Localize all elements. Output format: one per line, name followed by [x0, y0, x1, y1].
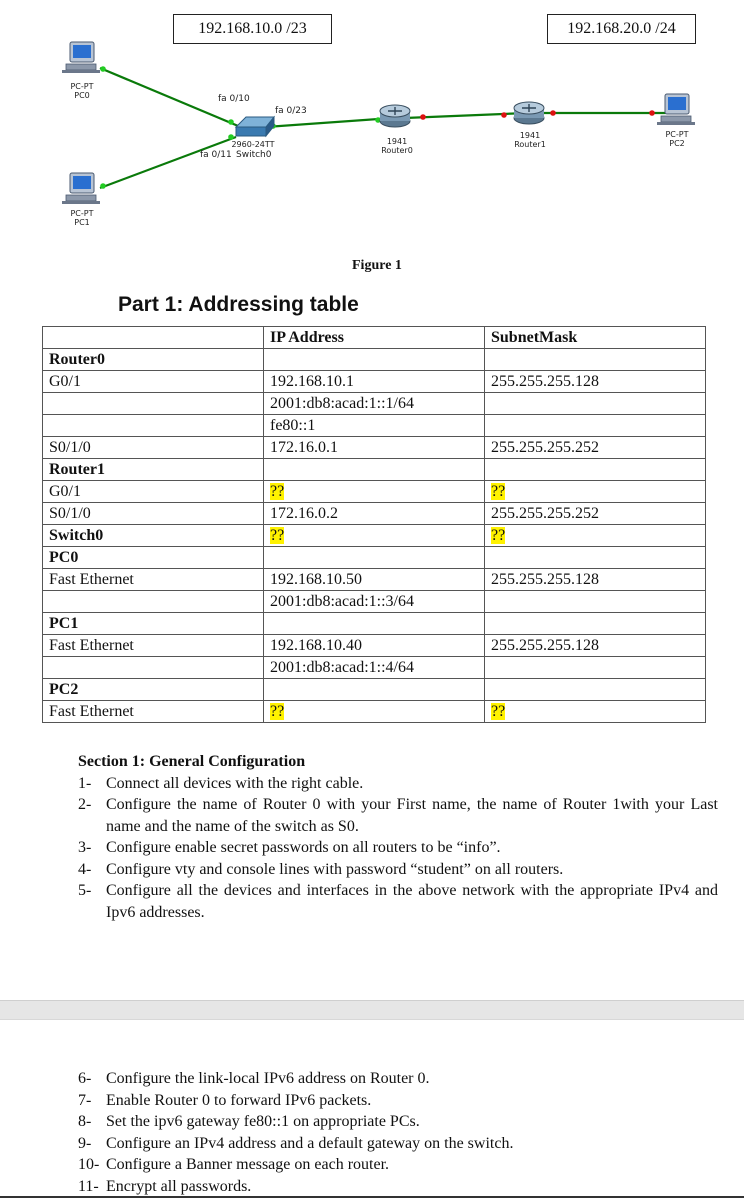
item-number: 7- [78, 1091, 92, 1109]
section-1-continued [78, 1068, 718, 1198]
subnet-mask-cell [485, 679, 706, 701]
table-row [43, 415, 706, 437]
network-label-lan1: 192.168.20.0 /24 [547, 14, 696, 44]
table-row [43, 679, 706, 701]
item-number: 6- [78, 1070, 92, 1087]
cell-value: ?? [270, 483, 285, 500]
subnet-mask-cell [485, 349, 706, 371]
router1-icon[interactable] [514, 102, 544, 124]
list-item [78, 1068, 718, 1090]
list-item [78, 773, 718, 795]
subnet-mask-cell [485, 481, 706, 503]
cell-value: S0/1/0 [49, 505, 91, 522]
figure-caption: Figure 1 [352, 258, 402, 273]
subnet-mask-cell [485, 547, 706, 569]
table-header-row [43, 327, 706, 349]
cell-value: Fast Ethernet [49, 571, 134, 588]
cell-value: Switch0 [49, 527, 104, 544]
table-row [43, 481, 706, 503]
table-row [43, 547, 706, 569]
item-number: 2- [78, 796, 92, 813]
item-number: 11- [78, 1177, 99, 1195]
item-text: Configure the name of Router 0 with your First name, the name of Router 1with your Last name and the name of the switch as S0. [106, 796, 718, 835]
bottom-rule [0, 1196, 744, 1198]
port-label-fa011: fa 0/11 [200, 150, 232, 160]
cell-value: 2001:db8:acad:1::3/64 [270, 593, 414, 610]
device-cell [43, 415, 264, 437]
device-cell [43, 349, 264, 371]
table-row [43, 503, 706, 525]
cell-value: 172.16.0.2 [270, 505, 338, 522]
item-text: Connect all devices with the right cable. [106, 774, 364, 792]
item-number: 9- [78, 1134, 92, 1152]
cell-value: Router1 [49, 461, 105, 478]
cell-value: PC0 [49, 549, 79, 566]
subnet-mask-cell [485, 437, 706, 459]
subnet-mask-cell [485, 503, 706, 525]
cell-value: 192.168.10.50 [270, 571, 362, 588]
ip-address-cell [264, 657, 485, 679]
router0-icon[interactable] [380, 105, 410, 127]
ip-address-cell [264, 679, 485, 701]
device-cell [43, 393, 264, 415]
device-cell [43, 591, 264, 613]
list-item [78, 794, 718, 837]
table-row [43, 459, 706, 481]
table-row [43, 635, 706, 657]
table-row [43, 701, 706, 723]
device-cell [43, 481, 264, 503]
pc1-label: PC-PT PC1 [70, 209, 94, 227]
subnet-mask-cell [485, 415, 706, 437]
device-cell [43, 503, 264, 525]
port-label-fa010: fa 0/10 [218, 94, 250, 104]
cell-value: 255.255.255.252 [491, 505, 599, 522]
router0-label: 1941 Router0 [381, 137, 413, 155]
table-row [43, 371, 706, 393]
subnet-mask-cell [485, 657, 706, 679]
addressing-table [42, 326, 706, 723]
cell-value: 255.255.255.128 [491, 571, 599, 588]
device-cell [43, 437, 264, 459]
item-text: Configure vty and console lines with password “student” on all routers. [106, 860, 564, 878]
device-cell [43, 613, 264, 635]
device-cell [43, 635, 264, 657]
port-indicators [100, 66, 655, 189]
table-row [43, 657, 706, 679]
links [100, 68, 667, 188]
device-cell [43, 547, 264, 569]
switch0-name-label: Switch0 [236, 150, 272, 160]
cell-value: G0/1 [49, 373, 81, 390]
cell-value: PC1 [49, 615, 79, 632]
device-cell [43, 679, 264, 701]
pc2-icon[interactable] [657, 94, 695, 125]
subnet-mask-cell [485, 459, 706, 481]
instruction-list-continued [78, 1068, 718, 1198]
item-text: Encrypt all passwords. [106, 1177, 252, 1195]
item-number: 5- [78, 882, 92, 899]
page-break-gap [0, 1000, 744, 1020]
item-text: Set the ipv6 gateway fe80::1 on appropriate PCs. [106, 1113, 420, 1131]
cell-value: 192.168.10.1 [270, 373, 354, 390]
item-text: Configure a Banner message on each router. [106, 1156, 390, 1174]
link-switch-router0 [266, 118, 392, 127]
port-label-fa023: fa 0/23 [275, 106, 307, 116]
instruction-list [78, 773, 718, 924]
ip-address-cell [264, 481, 485, 503]
section-title: Section 1: General Configuration [78, 753, 306, 770]
subnet-mask-cell [485, 569, 706, 591]
subnet-mask-cell [485, 371, 706, 393]
subnet-mask-cell [485, 613, 706, 635]
cell-value: ?? [491, 703, 506, 720]
cell-value: 255.255.255.252 [491, 439, 599, 456]
item-text: Configure the link-local IPv6 address on Router 0. [106, 1070, 430, 1087]
cell-value: 2001:db8:acad:1::4/64 [270, 659, 414, 676]
cell-value: ?? [270, 703, 285, 720]
link-pc1-switch [100, 137, 236, 188]
table-row [43, 437, 706, 459]
table-row [43, 525, 706, 547]
cell-value: ?? [491, 527, 506, 544]
ip-address-cell [264, 437, 485, 459]
topology-diagram [0, 0, 744, 250]
network-label-lan0: 192.168.10.0 /23 [173, 14, 332, 44]
item-number: 10- [78, 1156, 100, 1174]
item-number: 8- [78, 1113, 92, 1131]
list-item [78, 837, 718, 859]
ip-address-cell [264, 503, 485, 525]
list-item [78, 1090, 718, 1112]
device-cell [43, 459, 264, 481]
device-cell [43, 371, 264, 393]
list-item [78, 880, 718, 923]
switch0-model-label: 2960-24TT [231, 140, 275, 149]
cell-value: fe80::1 [270, 417, 316, 434]
switch0-icon[interactable] [236, 117, 274, 136]
item-text: Configure enable secret passwords on all routers to be “info”. [106, 839, 501, 856]
ip-address-cell [264, 591, 485, 613]
list-item [78, 1154, 718, 1176]
subnet-mask-cell [485, 525, 706, 547]
device-cell [43, 569, 264, 591]
cell-value: 255.255.255.128 [491, 373, 599, 390]
section-1 [78, 751, 718, 923]
ip-address-cell [264, 547, 485, 569]
cell-value: G0/1 [49, 483, 81, 500]
subnet-mask-cell [485, 591, 706, 613]
header-device [43, 327, 264, 349]
item-number: 1- [78, 774, 92, 792]
pc0-icon[interactable] [62, 42, 100, 73]
list-item [78, 1111, 718, 1133]
list-item [78, 859, 718, 881]
router1-label: 1941 Router1 [514, 131, 546, 149]
ip-address-cell [264, 393, 485, 415]
cell-value: Fast Ethernet [49, 637, 134, 654]
cell-value: ?? [270, 527, 285, 544]
item-number: 3- [78, 839, 92, 856]
ip-address-cell [264, 525, 485, 547]
subnet-mask-cell [485, 393, 706, 415]
item-text: Configure an IPv4 address and a default gateway on the switch. [106, 1134, 514, 1152]
cell-value: PC2 [49, 681, 79, 698]
part-title: Part 1: Addressing table [118, 293, 359, 316]
header-subnet-mask: SubnetMask [485, 327, 706, 349]
ip-address-cell [264, 349, 485, 371]
device-cell [43, 525, 264, 547]
device-cell [43, 657, 264, 679]
ip-address-cell [264, 701, 485, 723]
cell-value: 255.255.255.128 [491, 637, 599, 654]
ip-address-cell [264, 613, 485, 635]
ip-address-cell [264, 371, 485, 393]
cell-value: Router0 [49, 351, 105, 368]
cell-value: ?? [491, 483, 506, 500]
item-text: Enable Router 0 to forward IPv6 packets. [106, 1091, 372, 1109]
list-item [78, 1176, 718, 1198]
table-row [43, 349, 706, 371]
cell-value: 2001:db8:acad:1::1/64 [270, 395, 414, 412]
list-item [78, 1133, 718, 1155]
table-row [43, 569, 706, 591]
subnet-mask-cell [485, 635, 706, 657]
table-row [43, 591, 706, 613]
device-cell [43, 701, 264, 723]
item-number: 4- [78, 860, 92, 878]
ip-address-cell [264, 459, 485, 481]
cell-value: S0/1/0 [49, 439, 91, 456]
item-text: Configure all the devices and interfaces in the above network with the appropriate IPv4 and Ipv6 addresses. [106, 882, 718, 921]
ip-address-cell [264, 415, 485, 437]
cell-value: 172.16.0.1 [270, 439, 338, 456]
ip-address-cell [264, 635, 485, 657]
subnet-mask-cell [485, 701, 706, 723]
ip-address-cell [264, 569, 485, 591]
pc1-icon[interactable] [62, 173, 100, 204]
table-row [43, 613, 706, 635]
pc0-label: PC-PT PC0 [70, 82, 94, 100]
pc2-label: PC-PT PC2 [665, 130, 689, 148]
table-row [43, 393, 706, 415]
header-ip-address: IP Address [264, 327, 485, 349]
cell-value: 192.168.10.40 [270, 637, 362, 654]
cell-value: Fast Ethernet [49, 703, 134, 720]
